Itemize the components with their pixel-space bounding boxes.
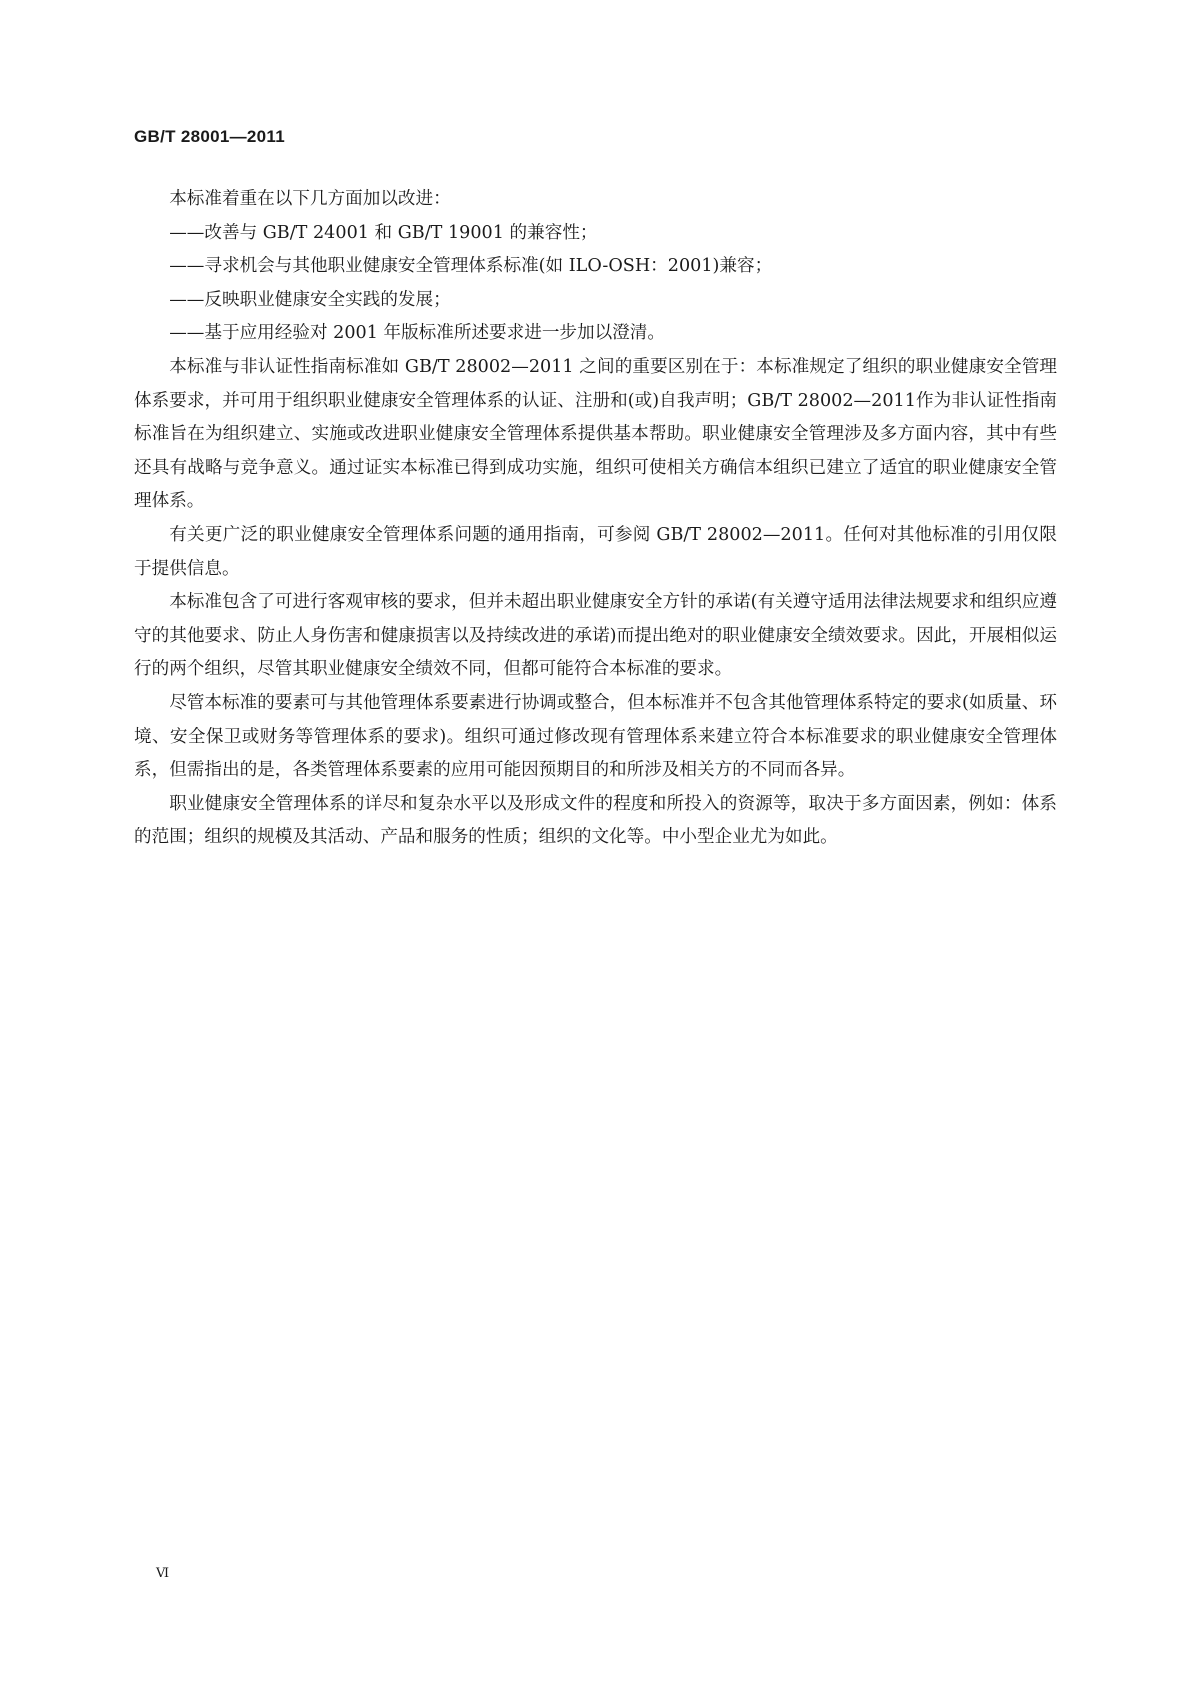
- standard-code-header: GB/T 28001—2011: [134, 127, 285, 146]
- body-paragraph: 本标准与非认证性指南标准如 GB/T 28002—2011 之间的重要区别在于：本标准规定了组织的职业健康安全管理体系要求，并可用于组织职业健康安全管理体系的认证、注册和(或)自我声明；GB/T 28002—2011作为非认证性指南标准旨在为组织建立、实施或改进职业健康安全管理体系提供基本帮助。职业健康安全管理涉及多方面内容，其中有些还具有战略与竞争意义。通过证实本标准已得到成功实施，组织可使相关方确信本组织已建立了适宜的职业健康安全管理体系。: [134, 356, 1057, 512]
- document-body: [134, 183, 1057, 855]
- body-paragraph: 尽管本标准的要素可与其他管理体系要素进行协调或整合，但本标准并不包含其他管理体系特定的要求(如质量、环境、安全保卫或财务等管理体系的要求)。组织可通过修改现有管理体系来建立符合本标准要求的职业健康安全管理体系，但需指出的是，各类管理体系要素的应用可能因预期目的和所涉及相关方的不同而各异。: [134, 692, 1057, 781]
- body-paragraph: 职业健康安全管理体系的详尽和复杂水平以及形成文件的程度和所投入的资源等，取决于多方面因素，例如：体系的范围；组织的规模及其活动、产品和服务的性质；组织的文化等。中小型企业尤为如此。: [134, 793, 1057, 848]
- improvement-item: ——寻求机会与其他职业健康安全管理体系标准(如 ILO-OSH：2001)兼容；: [169, 256, 773, 277]
- body-paragraph: 本标准包含了可进行客观审核的要求，但并未超出职业健康安全方针的承诺(有关遵守适用法律法规要求和组织应遵守的其他要求、防止人身伤害和健康损害以及持续改进的承诺)而提出绝对的职业健康安全绩效要求。因此，开展相似运行的两个组织，尽管其职业健康安全绩效不同，但都可能符合本标准的要求。: [134, 592, 1057, 680]
- intro-paragraph: 本标准着重在以下几方面加以改进：: [169, 189, 451, 209]
- improvement-item: ——基于应用经验对 2001 年版标准所述要求进一步加以澄清。: [169, 323, 665, 344]
- improvement-item: ——改善与 GB/T 24001 和 GB/T 19001 的兼容性；: [169, 222, 598, 243]
- body-paragraph: 有关更广泛的职业健康安全管理体系问题的通用指南，可参阅 GB/T 28002—2011。任何对其他标准的引用仅限于提供信息。: [134, 524, 1057, 579]
- page-number: Ⅵ: [156, 1566, 171, 1581]
- improvement-item: ——反映职业健康安全实践的发展；: [169, 289, 451, 310]
